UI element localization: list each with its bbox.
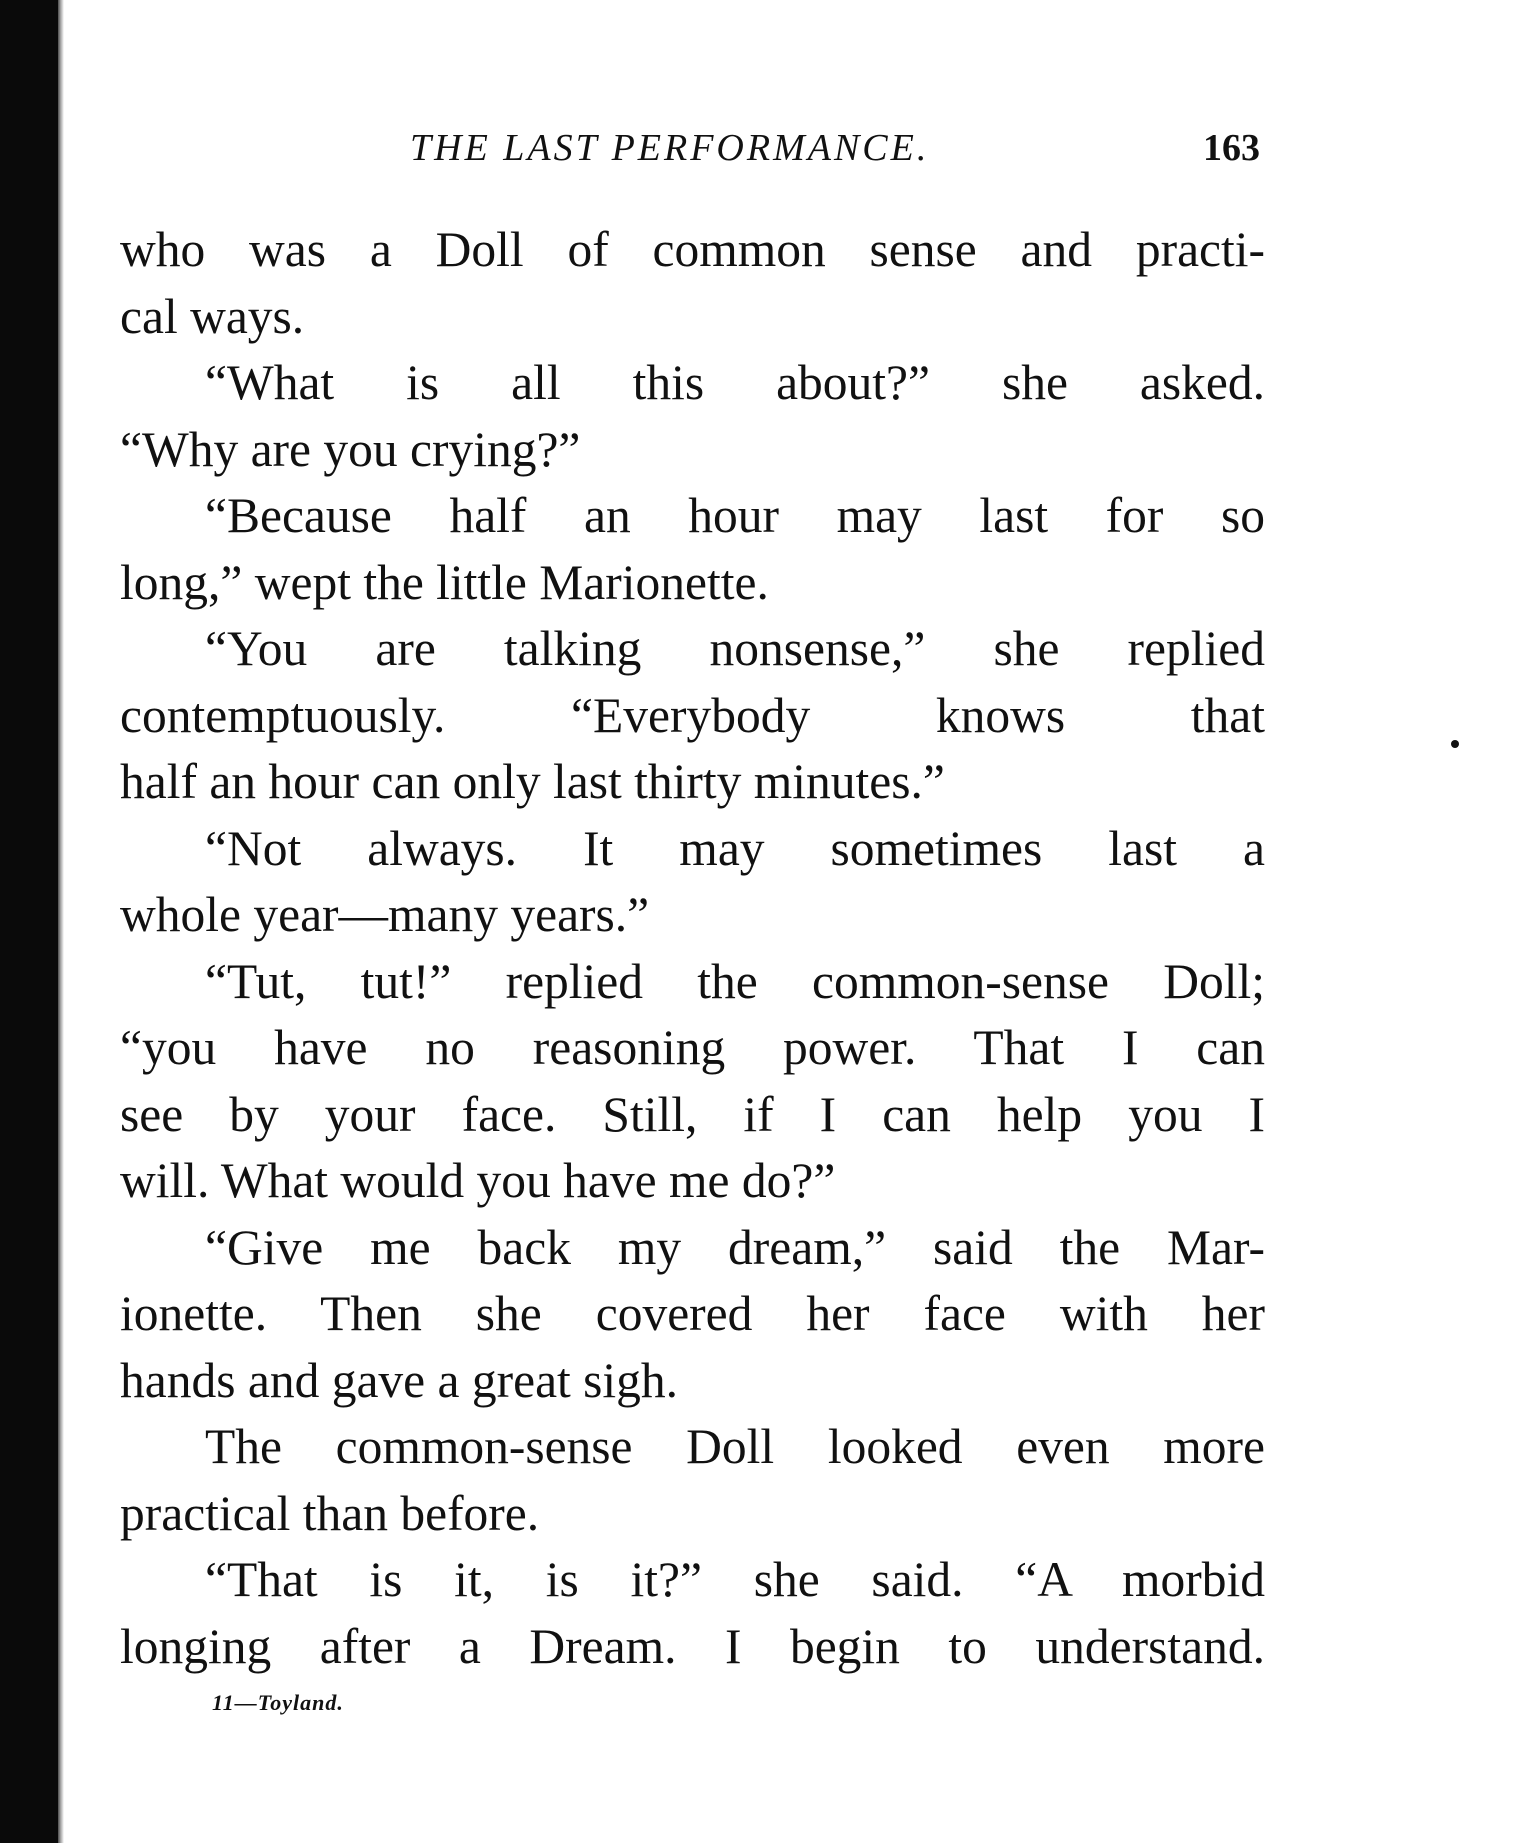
text-line: who was a Doll of common sense and practi- bbox=[120, 222, 1265, 277]
text-line: hands and gave a great sigh. bbox=[120, 1352, 679, 1408]
text-line: ionette. Then she covered her face with her bbox=[120, 1286, 1265, 1341]
page-number: 163 bbox=[1203, 127, 1260, 169]
running-head bbox=[120, 126, 1260, 174]
text-line: “Not always. It may sometimes last a bbox=[205, 820, 1265, 876]
text-line: “You are talking nonsense,” she replied bbox=[205, 621, 1265, 676]
body-text bbox=[120, 217, 1265, 1680]
text-line: contemptuously. “Everybody knows that bbox=[120, 687, 1265, 743]
text-line: see by your face. Still, if I can help you I bbox=[120, 1086, 1265, 1142]
text-line: “Why are you crying?” bbox=[120, 421, 581, 477]
text-line: “Give me back my dream,” said the Mar- bbox=[205, 1219, 1265, 1275]
text-line: practical than before. bbox=[120, 1485, 540, 1541]
text-line: whole year—many years.” bbox=[120, 887, 650, 942]
text-line: The common-sense Doll looked even more bbox=[205, 1419, 1265, 1474]
text-line: cal ways. bbox=[120, 288, 305, 344]
signature-mark: 11—Toyland. bbox=[212, 1690, 344, 1715]
text-line: “That is it, is it?” she said. “A morbid bbox=[205, 1552, 1265, 1607]
text-line: “you have no reasoning power. That I can bbox=[120, 1020, 1265, 1075]
running-title: THE LAST PERFORMANCE. bbox=[410, 127, 930, 169]
ink-speck bbox=[1451, 740, 1459, 748]
text-line: will. What would you have me do?” bbox=[120, 1153, 836, 1208]
text-line: “Tut, tut!” replied the common-sense Doll; bbox=[205, 953, 1265, 1009]
text-line: “Because half an hour may last for so bbox=[205, 488, 1265, 543]
text-line: longing after a Dream. I begin to understand. bbox=[120, 1618, 1265, 1674]
text-line: long,” wept the little Marionette. bbox=[120, 554, 769, 610]
binding-shadow bbox=[0, 0, 58, 1843]
text-line: “What is all this about?” she asked. bbox=[205, 355, 1265, 410]
text-line: half an hour can only last thirty minutes.” bbox=[120, 754, 945, 809]
